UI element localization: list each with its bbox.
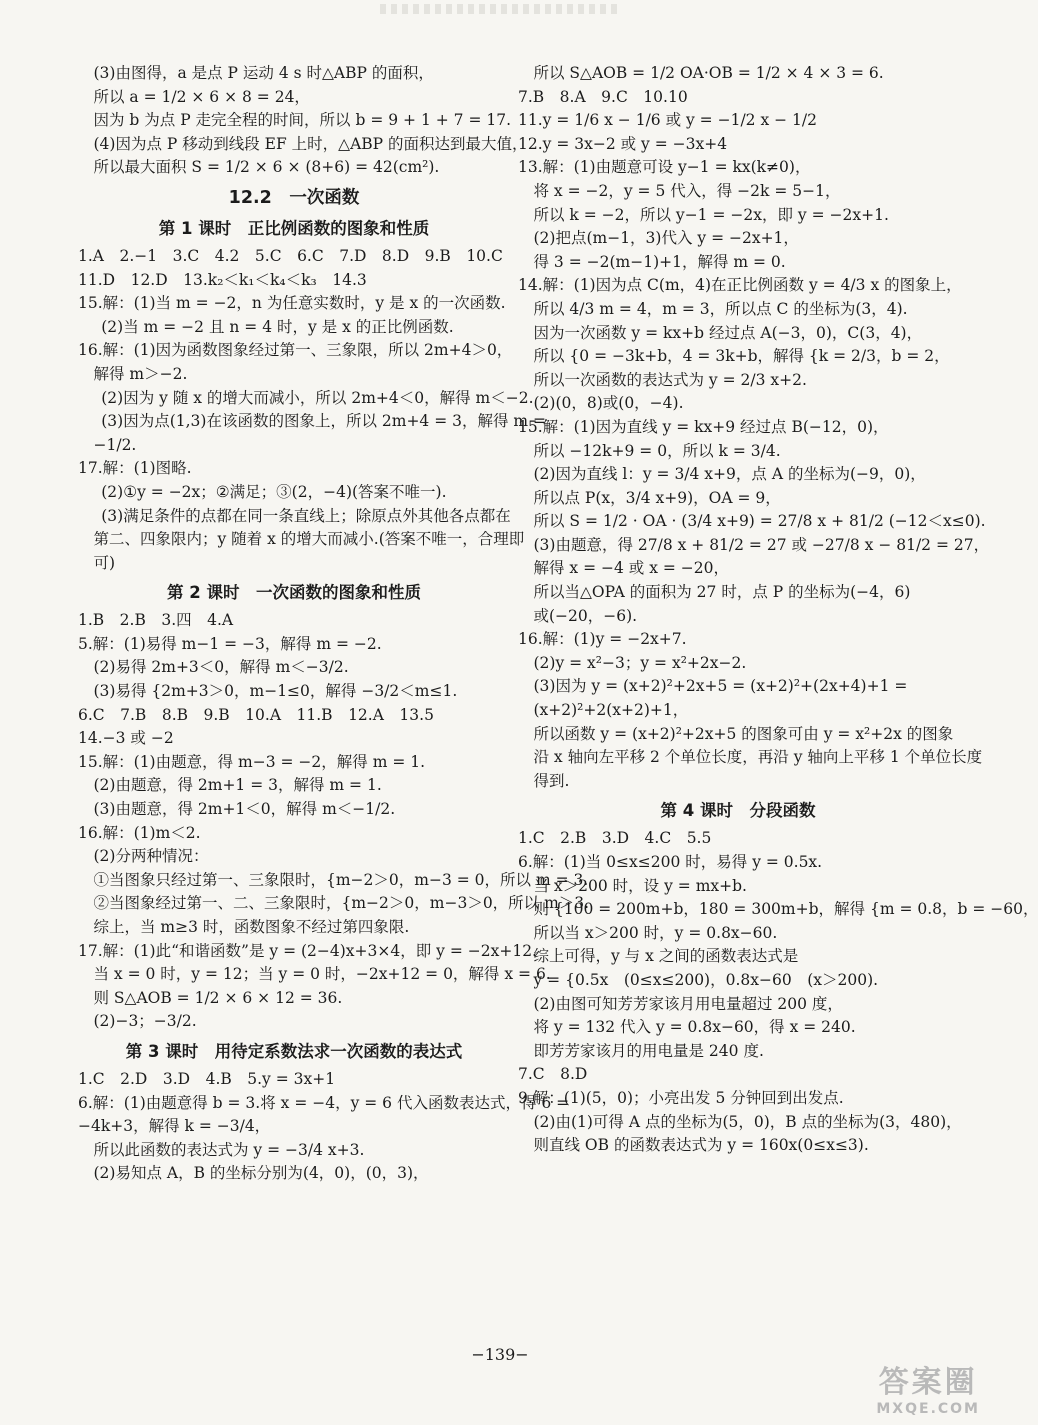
text-line: 16.解：(1)m＜2. xyxy=(78,823,201,842)
text-line: (3)由题意，得 2m+1＜0，解得 m＜−1/2. xyxy=(93,800,396,819)
text-line: 所以当△OPA 的面积为 27 时，点 P 的坐标为(−4，6) xyxy=(533,583,911,602)
text-line: (2)由题意，得 2m+1 = 3，解得 m = 1. xyxy=(93,776,382,795)
text-line: (3)由题意，得 27/8 x + 81/2 = 27 或 −27/8 x − 81/2 = 27， xyxy=(533,535,990,554)
text-line: (3)因为 y = (x+2)²+2x+5 = (x+2)²+(2x+4)+1 = xyxy=(533,677,908,696)
text-line: 当 x＞200 时，设 y = mx+b. xyxy=(533,876,747,895)
text-line: 16.解：(1)y = −2x+7. xyxy=(518,630,687,649)
text-line: 11.D 12.D 13.k₂＜k₁＜k₄＜k₃ 14.3 xyxy=(78,270,367,289)
text-line: 16.解：(1)因为函数图象经过第一、三象限，所以 2m+4＞0， xyxy=(78,341,513,360)
text-line: 所以 k = −2，所以 y−1 = −2x，即 y = −2x+1. xyxy=(533,205,889,224)
text-line: (4)因为点 P 移动到线段 EF 上时，△ABP 的面积达到最大值， xyxy=(93,134,528,153)
text-line: −1/2. xyxy=(93,435,137,454)
text-line: 则直线 OB 的函数表达式为 y = 160x(0≤x≤3). xyxy=(533,1136,869,1155)
text-line: y = {0.5x (0≤x≤200)，0.8x−60 (x＞200). xyxy=(533,970,879,989)
text-line: 可) xyxy=(93,553,116,572)
text-line: (2)易知点 A，B 的坐标分别为(4，0)，(0，3)， xyxy=(93,1164,429,1183)
text-line: 1.B 2.B 3.四 4.A xyxy=(78,611,234,630)
text-line: 所以一次函数的表达式为 y = 2/3 x+2. xyxy=(533,370,807,389)
text-line: 15.解：(1)因为直线 y = kx+9 经过点 B(−12，0)， xyxy=(518,417,889,436)
text-line: (2)易得 2m+3＜0，解得 m＜−3/2. xyxy=(93,658,349,677)
text-line: 7.C 8.D xyxy=(518,1065,588,1084)
text-line: (2)把点(m−1，3)代入 y = −2x+1， xyxy=(533,229,799,248)
text-line: 17.解：(1)此“和谐函数”是 y = (2−4)x+3×4，即 y = −2x+12. xyxy=(78,941,537,960)
text-line: 所以 S△AOB = 1/2 OA·OB = 1/2 × 4 × 3 = 6. xyxy=(533,64,884,82)
text-line: ①当图象只经过第一、三象限时，{m−2＞0，m−3 = 0，所以 m = 3. xyxy=(93,870,589,889)
text-line: 则 S△AOB = 1/2 × 6 × 12 = 36. xyxy=(93,988,343,1007)
text-line: 1.C 2.B 3.D 4.C 5.5 xyxy=(518,829,712,848)
text-line: (2)因为 y 随 x 的增大而减小，所以 2m+4＜0，解得 m＜−2. xyxy=(101,388,534,407)
text-line: (3)满足条件的点都在同一条直线上；除原点外其他各点都在 xyxy=(101,506,511,525)
right-column xyxy=(518,62,1038,1158)
text-line: −4k+3，解得 k = −3/4， xyxy=(78,1117,271,1136)
text-line: (2)①y = −2x；②满足；③(2，−4)(答案不唯一). xyxy=(101,482,447,501)
text-line: 6.解：(1)当 0≤x≤200 时，易得 y = 0.5x. xyxy=(518,853,823,871)
text-line: 所以 S = 1/2 · OA · (3/4 x+9) = 27/8 x + 81/2 (−12＜x≤0). xyxy=(533,512,986,531)
text-line: 当 x = 0 时，y = 12；当 y = 0 时，−2x+12 = 0，解得 x = 6. xyxy=(93,965,551,984)
lesson-heading: 第 2 课时 一次函数的图象和性质 xyxy=(167,583,421,603)
text-line: (3)易得 {2m+3＞0，m−1≤0，解得 −3/2＜m≤1. xyxy=(93,682,458,701)
text-line: (2)分两种情况： xyxy=(93,847,209,866)
text-line: 则 {100 = 200m+b，180 = 300m+b，解得 {m = 0.8，b = −60， xyxy=(533,900,1038,919)
text-line: 9.解：(1)(5，0)；小亮出发 5 分钟回到出发点. xyxy=(518,1088,844,1107)
text-line: 将 x = −2，y = 5 代入，得 −2k = 5−1， xyxy=(533,181,841,200)
text-line: (2)(0，8)或(0，−4). xyxy=(533,394,684,413)
text-line: 所以 {0 = −3k+b，4 = 3k+b，解得 {k = 2/3，b = 2， xyxy=(533,347,950,366)
text-line: 或(−20，−6). xyxy=(533,606,638,625)
text-line: 所以最大面积 S = 1/2 × 6 × (8+6) = 42(cm²). xyxy=(93,158,440,177)
text-line: 解得 m＞−2. xyxy=(93,364,188,383)
text-line: 5.解：(1)易得 m−1 = −3，解得 m = −2. xyxy=(78,634,382,653)
text-line: (3)由图得，a 是点 P 运动 4 s 时△ABP 的面积， xyxy=(93,64,434,82)
lesson-heading: 第 3 课时 用待定系数法求一次函数的表达式 xyxy=(125,1041,463,1061)
text-line: (2)由(1)可得 A 点的坐标为(5，0)，B 点的坐标为(3，480)， xyxy=(533,1112,962,1131)
text-line: 17.解：(1)图略. xyxy=(78,459,192,478)
text-line: (2)因为直线 l：y = 3/4 x+9，点 A 的坐标为(−9，0)， xyxy=(533,465,926,484)
text-line: 解得 x = −4 或 x = −20， xyxy=(533,559,730,578)
text-line: (2)当 m = −2 且 n = 4 时，y 是 x 的正比例函数. xyxy=(101,317,454,336)
text-line: 沿 x 轴向左平移 2 个单位长度，再沿 y 轴向上平移 1 个单位长度 xyxy=(533,748,983,767)
text-line: 所以此函数的表达式为 y = −3/4 x+3. xyxy=(93,1140,365,1159)
text-line: (3)因为点(1,3)在该函数的图象上，所以 2m+4 = 3，解得 m = xyxy=(101,412,547,431)
text-line: 11.y = 1/6 x − 1/6 或 y = −1/2 x − 1/2 xyxy=(518,111,817,130)
text-line: 所以当 x＞200 时，y = 0.8x−60. xyxy=(533,923,778,942)
text-line: 6.C 7.B 8.B 9.B 10.A 11.B 12.A 13.5 xyxy=(78,705,434,724)
text-line: 所以点 P(x，3/4 x+9)，OA = 9， xyxy=(533,488,781,507)
text-line: 14.解：(1)因为点 C(m，4)在正比例函数 y = 4/3 x 的图象上， xyxy=(518,276,962,295)
text-line: 将 y = 132 代入 y = 0.8x−60，得 x = 240. xyxy=(533,1018,856,1037)
page-number: −139− xyxy=(471,1345,529,1364)
text-line: (2)由图可知芳芳家该月用电量超过 200 度， xyxy=(533,994,843,1013)
lesson-heading: 第 4 课时 分段函数 xyxy=(660,801,816,821)
text-line: 得 3 = −2(m−1)+1，解得 m = 0. xyxy=(533,252,786,271)
text-line: 即芳芳家该月的用电量是 240 度. xyxy=(533,1041,764,1060)
text-line: 15.解：(1)当 m = −2，n 为任意实数时，y 是 x 的一次函数. xyxy=(78,294,506,313)
lesson-heading: 第 1 课时 正比例函数的图象和性质 xyxy=(158,218,430,238)
text-line: 得到. xyxy=(533,771,570,790)
text-line: (2)−3；−3/2. xyxy=(93,1012,197,1031)
text-line: (2)y = x²−3；y = x²+2x−2. xyxy=(533,653,747,672)
scan-artifact xyxy=(380,4,620,14)
section-heading: 12.2 一次函数 xyxy=(228,187,360,208)
text-line: 所以 a = 1/2 × 6 × 8 = 24， xyxy=(93,87,310,106)
text-line: 6.解：(1)由题意得 b = 3.将 x = −4，y = 6 代入函数表达式，得 6 = xyxy=(78,1093,570,1112)
text-line: 1.A 2.−1 3.C 4.2 5.C 6.C 7.D 8.D 9.B 10.C xyxy=(78,246,503,265)
text-line: 综上可得，y 与 x 之间的函数表达式是 xyxy=(533,947,799,966)
text-line: (x+2)²+2(x+2)+1， xyxy=(533,701,689,720)
watermark-title: 答案圈 xyxy=(878,1365,978,1400)
text-line: 7.B 8.A 9.C 10.10 xyxy=(518,87,688,106)
text-line: ②当图象经过第一、二、三象限时，{m−2＞0，m−3＞0，所以 m＞3. xyxy=(93,894,590,913)
watermark-logo xyxy=(876,1357,980,1417)
text-line: 15.解：(1)由题意，得 m−3 = −2，解得 m = 1. xyxy=(78,752,426,771)
text-line: 综上，当 m≥3 时，函数图象不经过第四象限. xyxy=(93,918,410,936)
text-line: 所以 4/3 m = 4，m = 3，所以点 C 的坐标为(3，4). xyxy=(533,299,908,318)
text-line: 1.C 2.D 3.D 4.B 5.y = 3x+1 xyxy=(78,1069,336,1088)
text-line: 因为 b 为点 P 走完全程的时间，所以 b = 9 + 1 + 7 = 17. xyxy=(93,111,512,130)
text-line: 12.y = 3x−2 或 y = −3x+4 xyxy=(518,134,728,153)
text-line: 所以 −12k+9 = 0，所以 k = 3/4. xyxy=(533,441,781,460)
text-line: 第二、四象限内；y 随着 x 的增大而减小.(答案不唯一，合理即 xyxy=(93,530,525,549)
text-line: 13.解：(1)由题意可设 y−1 = kx(k≠0)， xyxy=(518,158,811,177)
text-line: 所以函数 y = (x+2)²+2x+5 的图象可由 y = x²+2x 的图象 xyxy=(533,724,954,743)
watermark-url: MXQE.COM xyxy=(876,1401,980,1417)
text-line: 14.−3 或 −2 xyxy=(78,729,174,748)
text-line: 因为一次函数 y = kx+b 经过点 A(−3，0)，C(3，4)， xyxy=(533,323,923,342)
